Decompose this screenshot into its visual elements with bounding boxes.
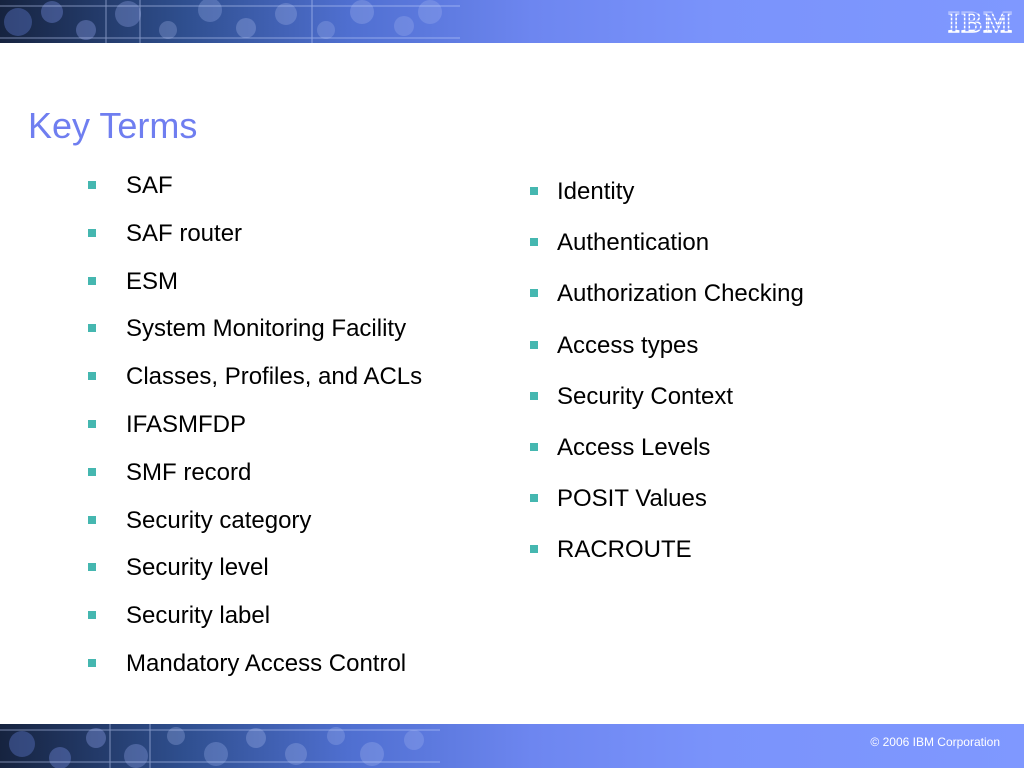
square-bullet-icon bbox=[88, 181, 96, 189]
term-label: SMF record bbox=[126, 458, 252, 486]
list-item bbox=[88, 409, 422, 457]
square-bullet-icon bbox=[88, 659, 96, 667]
list-item bbox=[88, 266, 422, 314]
square-bullet-icon bbox=[530, 392, 538, 400]
term-label: Security label bbox=[126, 602, 271, 630]
square-bullet-icon bbox=[530, 289, 538, 297]
term-label: Authorization Checking bbox=[557, 280, 804, 308]
term-label: IFASMFDP bbox=[126, 410, 247, 438]
list-item bbox=[530, 278, 804, 329]
list-item bbox=[530, 534, 804, 585]
list-item bbox=[530, 176, 804, 227]
term-label: ESM bbox=[126, 267, 179, 295]
list-item bbox=[530, 432, 804, 483]
term-label: Access types bbox=[557, 331, 699, 359]
top-banner bbox=[0, 0, 1024, 43]
square-bullet-icon bbox=[88, 468, 96, 476]
square-bullet-icon bbox=[530, 443, 538, 451]
key-terms-right-list bbox=[530, 176, 804, 586]
term-label: Mandatory Access Control bbox=[126, 649, 407, 677]
term-label: Identity bbox=[557, 178, 635, 205]
square-bullet-icon bbox=[88, 516, 96, 524]
list-item bbox=[88, 170, 422, 218]
list-item bbox=[530, 227, 804, 278]
square-bullet-icon bbox=[88, 611, 96, 619]
term-label: Classes, Profiles, and ACLs bbox=[126, 363, 423, 391]
list-item bbox=[88, 361, 422, 409]
term-label: SAF bbox=[126, 172, 173, 199]
bottom-banner bbox=[0, 724, 1024, 768]
key-terms-left-list bbox=[88, 170, 422, 696]
term-label: POSIT Values bbox=[557, 485, 707, 513]
term-label: Authentication bbox=[557, 229, 710, 257]
square-bullet-icon bbox=[88, 324, 96, 332]
term-label: Security level bbox=[126, 554, 269, 582]
banner-pattern bbox=[0, 0, 1024, 43]
square-bullet-icon bbox=[530, 494, 538, 502]
copyright-text: © 2006 IBM Corporation bbox=[870, 735, 1000, 749]
ibm-logo-text: IBM bbox=[948, 6, 1014, 38]
list-item bbox=[530, 381, 804, 432]
square-bullet-icon bbox=[88, 277, 96, 285]
page-title: Key Terms bbox=[28, 105, 198, 146]
list-item bbox=[530, 330, 804, 381]
square-bullet-icon bbox=[530, 341, 538, 349]
term-label: Security category bbox=[126, 506, 312, 534]
list-item bbox=[88, 505, 422, 553]
square-bullet-icon bbox=[88, 372, 96, 380]
term-label: SAF router bbox=[126, 219, 243, 247]
list-item bbox=[88, 313, 422, 361]
list-item bbox=[88, 648, 422, 696]
square-bullet-icon bbox=[88, 420, 96, 428]
list-item bbox=[88, 457, 422, 505]
term-label: Access Levels bbox=[557, 433, 711, 461]
square-bullet-icon bbox=[88, 563, 96, 571]
square-bullet-icon bbox=[530, 238, 538, 246]
term-label: RACROUTE bbox=[557, 536, 692, 564]
list-item bbox=[88, 600, 422, 648]
square-bullet-icon bbox=[530, 187, 538, 195]
list-item bbox=[88, 218, 422, 266]
term-label: Security Context bbox=[557, 382, 734, 410]
list-item bbox=[88, 552, 422, 600]
list-item bbox=[530, 483, 804, 534]
term-label: System Monitoring Facility bbox=[126, 315, 407, 343]
square-bullet-icon bbox=[88, 229, 96, 237]
ibm-logo bbox=[946, 4, 1016, 38]
square-bullet-icon bbox=[530, 545, 538, 553]
